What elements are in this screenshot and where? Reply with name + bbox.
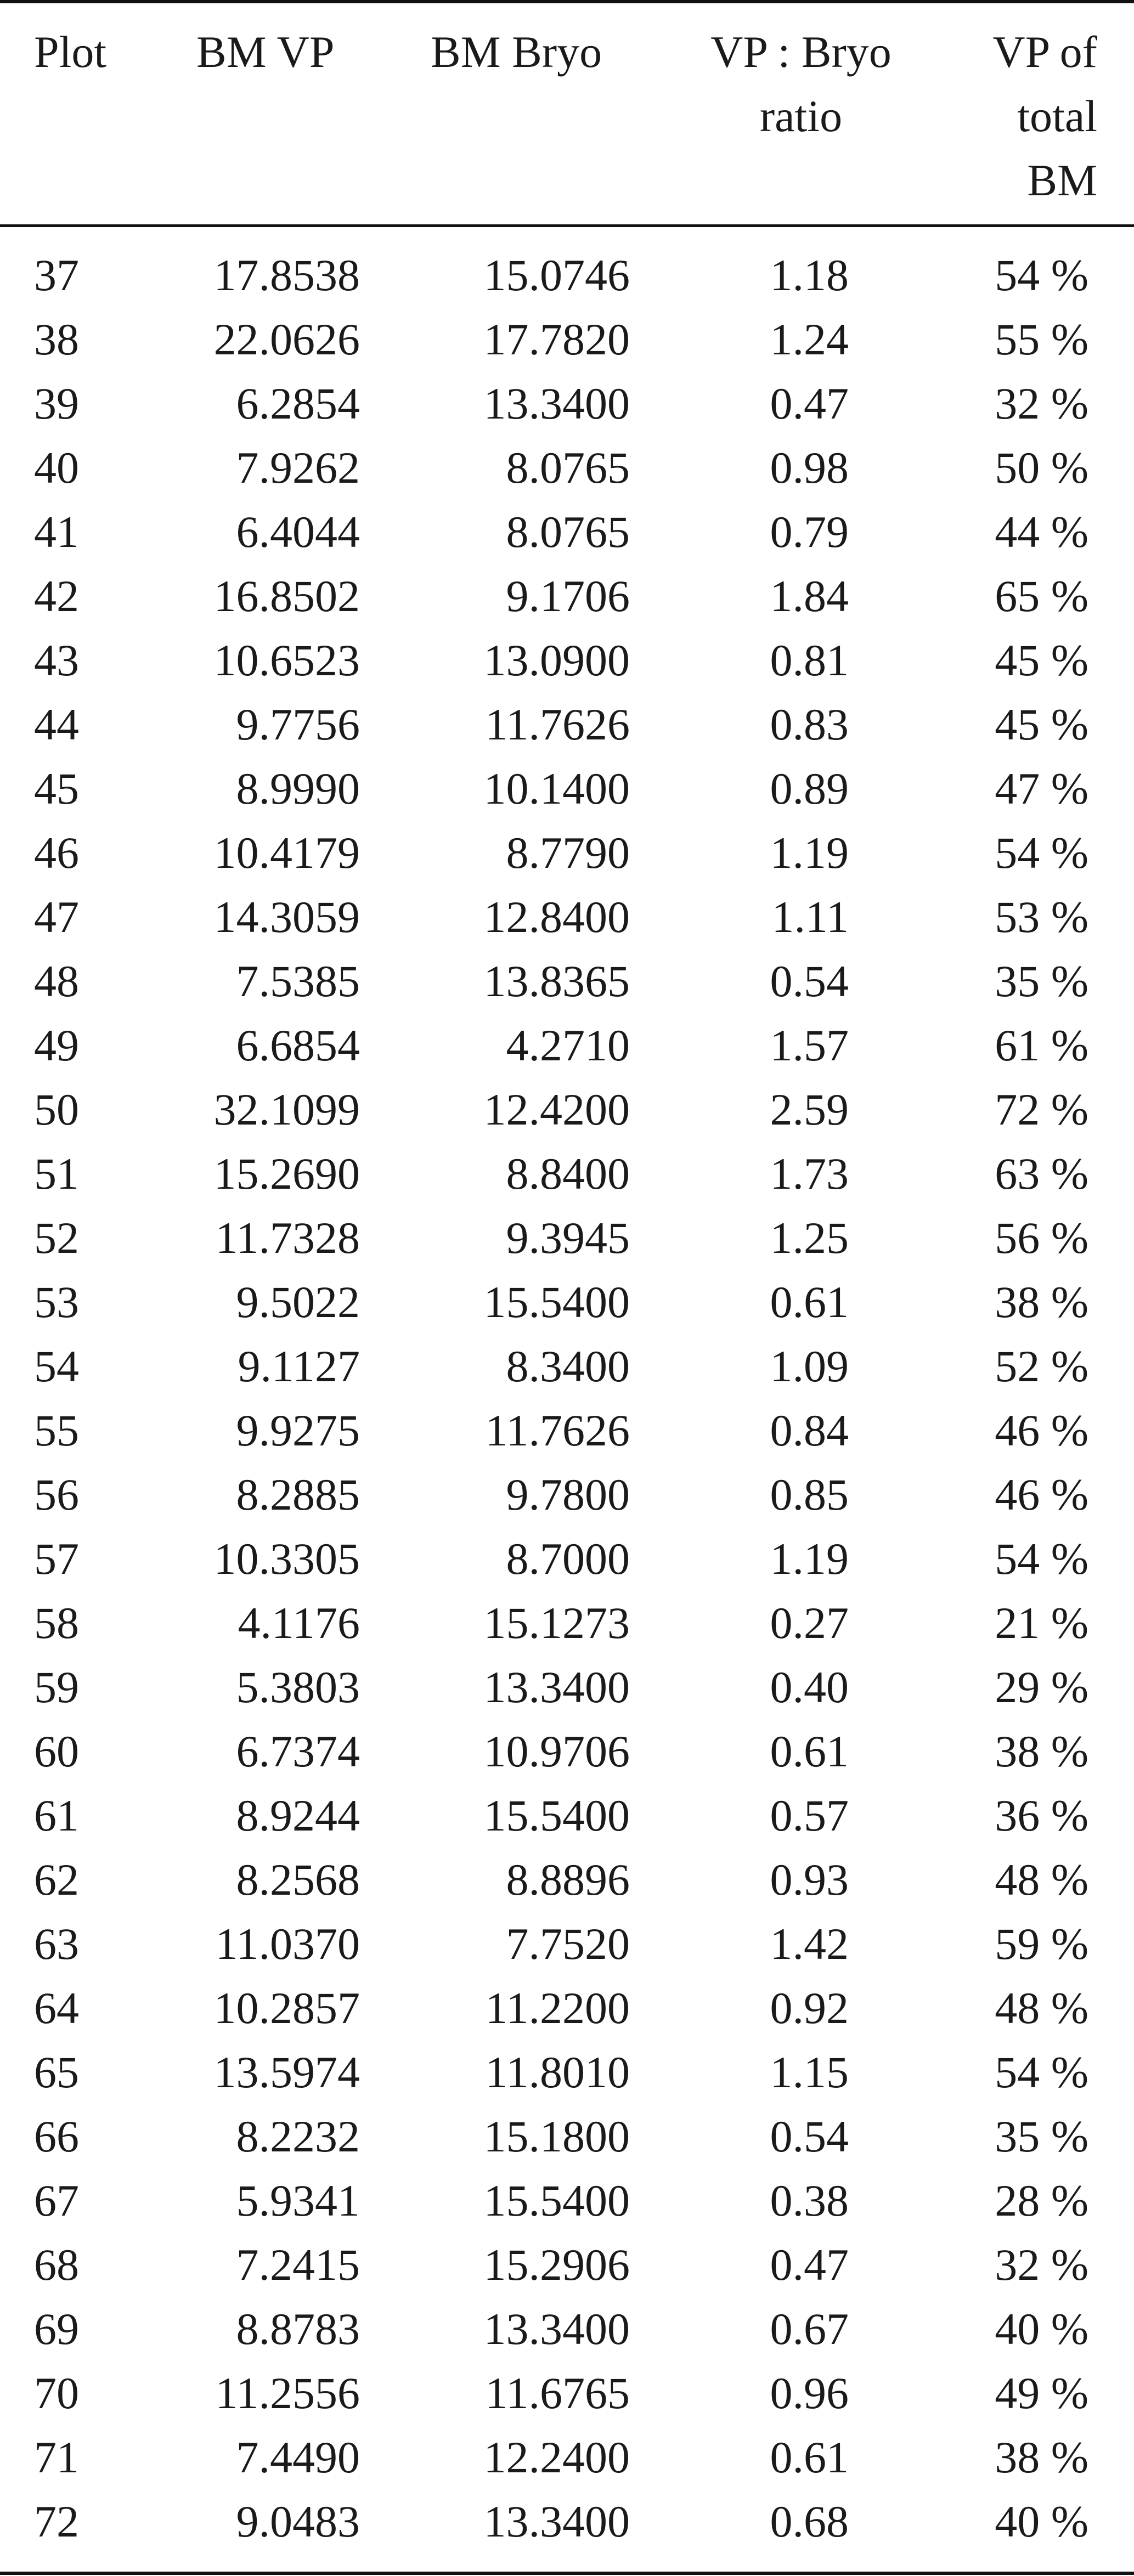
cell-plot: 62 [34, 1855, 79, 1905]
cell-vp-bryo-ratio: 0.61 [770, 1277, 849, 1327]
cell-plot: 54 [34, 1341, 79, 1391]
cell-vp-bryo-ratio: 1.84 [770, 571, 849, 621]
cell-vp-bryo-ratio: 0.67 [770, 2304, 849, 2354]
cell-vp-of-total-bm: 38 % [995, 1277, 1088, 1327]
table-row [0, 564, 1134, 628]
table-bottom-rule [0, 2572, 1134, 2575]
cell-vp-of-total-bm: 72 % [995, 1084, 1088, 1134]
cell-vp-of-total-bm: 46 % [995, 1470, 1088, 1519]
cell-vp-of-total-bm: 35 % [995, 2111, 1088, 2161]
table-row [0, 1142, 1134, 1206]
cell-bm-bryo: 10.1400 [483, 764, 630, 814]
cell-vp-bryo-ratio: 0.84 [770, 1405, 849, 1455]
cell-vp-of-total-bm: 40 % [995, 2304, 1088, 2354]
cell-vp-of-total-bm: 47 % [995, 764, 1088, 814]
cell-plot: 47 [34, 892, 79, 942]
table-row [0, 371, 1134, 436]
cell-vp-of-total-bm: 63 % [995, 1149, 1088, 1199]
cell-bm-bryo: 15.5400 [483, 1790, 630, 1840]
cell-bm-vp: 4.1176 [238, 1598, 360, 1648]
cell-vp-of-total-bm: 21 % [995, 1598, 1088, 1648]
cell-vp-of-total-bm: 54 % [995, 828, 1088, 878]
cell-bm-bryo: 7.7520 [506, 1919, 630, 1969]
cell-vp-of-total-bm: 45 % [995, 699, 1088, 749]
table-row [0, 2233, 1134, 2297]
cell-bm-vp: 8.8783 [236, 2304, 360, 2354]
cell-bm-bryo: 15.1800 [483, 2111, 630, 2161]
cell-bm-bryo: 11.7626 [485, 699, 630, 749]
cell-bm-vp: 32.1099 [213, 1084, 360, 1134]
cell-bm-vp: 8.2568 [236, 1855, 360, 1905]
cell-vp-bryo-ratio: 0.68 [770, 2496, 849, 2546]
cell-plot: 65 [34, 2047, 79, 2097]
cell-bm-vp: 9.0483 [236, 2496, 360, 2546]
cell-bm-bryo: 15.0746 [483, 250, 630, 300]
cell-vp-bryo-ratio: 1.25 [770, 1213, 849, 1263]
cell-plot: 45 [34, 764, 79, 814]
cell-vp-of-total-bm: 29 % [995, 1662, 1088, 1712]
header-bm-bryo-label: BM Bryo [431, 27, 602, 77]
cell-vp-of-total-bm: 54 % [995, 250, 1088, 300]
cell-plot: 46 [34, 828, 79, 878]
cell-bm-bryo: 11.7626 [485, 1405, 630, 1455]
cell-plot: 71 [34, 2432, 79, 2482]
cell-plot: 66 [34, 2111, 79, 2161]
cell-plot: 63 [34, 1919, 79, 1969]
cell-bm-bryo: 15.2906 [483, 2240, 630, 2290]
cell-bm-vp: 6.7374 [236, 1726, 360, 1776]
header-plot-label: Plot [34, 27, 107, 77]
cell-plot: 38 [34, 314, 79, 364]
cell-bm-bryo: 13.3400 [483, 2304, 630, 2354]
table-row [0, 628, 1134, 692]
header-vp-bryo-ratio [686, 20, 916, 148]
cell-bm-vp: 7.2415 [236, 2240, 360, 2290]
cell-bm-vp: 13.5974 [213, 2047, 360, 2097]
cell-bm-vp: 7.5385 [236, 956, 360, 1006]
table-row [0, 1013, 1134, 1077]
cell-vp-bryo-ratio: 0.47 [770, 2240, 849, 2290]
cell-plot: 55 [34, 1405, 79, 1455]
cell-plot: 41 [34, 507, 79, 557]
table-row [0, 2040, 1134, 2104]
cell-bm-bryo: 15.1273 [483, 1598, 630, 1648]
cell-vp-of-total-bm: 49 % [995, 2368, 1088, 2418]
header-pct-line1: VP of [992, 27, 1097, 77]
cell-bm-vp: 6.6854 [236, 1020, 360, 1070]
header-pct-line2: total [1017, 91, 1097, 141]
cell-plot: 70 [34, 2368, 79, 2418]
table-row [0, 1719, 1134, 1783]
cell-plot: 43 [34, 635, 79, 685]
cell-bm-bryo: 17.7820 [483, 314, 630, 364]
cell-vp-bryo-ratio: 0.85 [770, 1470, 849, 1519]
cell-bm-vp: 9.5022 [236, 1277, 360, 1327]
cell-bm-vp: 11.2556 [215, 2368, 360, 2418]
cell-bm-vp: 8.9990 [236, 764, 360, 814]
cell-vp-bryo-ratio: 0.57 [770, 1790, 849, 1840]
cell-bm-vp: 7.4490 [236, 2432, 360, 2482]
table-body [0, 243, 1134, 2554]
table-row [0, 1527, 1134, 1591]
cell-bm-vp: 8.2232 [236, 2111, 360, 2161]
cell-vp-bryo-ratio: 1.11 [771, 892, 849, 942]
cell-plot: 69 [34, 2304, 79, 2354]
cell-vp-bryo-ratio: 0.54 [770, 956, 849, 1006]
cell-plot: 56 [34, 1470, 79, 1519]
table-row [0, 756, 1134, 821]
cell-bm-bryo: 8.0765 [506, 443, 630, 493]
cell-bm-bryo: 9.7800 [506, 1470, 630, 1519]
cell-vp-of-total-bm: 53 % [995, 892, 1088, 942]
cell-vp-of-total-bm: 48 % [995, 1983, 1088, 2033]
cell-vp-of-total-bm: 48 % [995, 1855, 1088, 1905]
cell-plot: 57 [34, 1534, 79, 1584]
cell-vp-of-total-bm: 56 % [995, 1213, 1088, 1263]
table-row [0, 1976, 1134, 2040]
cell-vp-of-total-bm: 38 % [995, 1726, 1088, 1776]
table-row [0, 1462, 1134, 1527]
table-row [0, 500, 1134, 564]
cell-vp-of-total-bm: 46 % [995, 1405, 1088, 1455]
cell-bm-vp: 6.2854 [236, 379, 360, 428]
table-row [0, 885, 1134, 949]
header-plot [34, 20, 106, 84]
table-row [0, 307, 1134, 371]
cell-bm-bryo: 12.8400 [483, 892, 630, 942]
cell-bm-vp: 22.0626 [213, 314, 360, 364]
cell-bm-vp: 11.0370 [215, 1919, 360, 1969]
cell-vp-bryo-ratio: 0.61 [770, 1726, 849, 1776]
table-row [0, 1270, 1134, 1334]
table-row [0, 436, 1134, 500]
cell-bm-vp: 14.3059 [213, 892, 360, 942]
cell-plot: 49 [34, 1020, 79, 1070]
cell-bm-vp: 11.7328 [215, 1213, 360, 1263]
table-row [0, 2489, 1134, 2554]
table-row [0, 1077, 1134, 1142]
table-row [0, 949, 1134, 1013]
cell-plot: 72 [34, 2496, 79, 2546]
cell-bm-vp: 8.9244 [236, 1790, 360, 1840]
table-row [0, 2361, 1134, 2425]
cell-bm-vp: 16.8502 [213, 571, 360, 621]
cell-bm-bryo: 4.2710 [506, 1020, 630, 1070]
cell-plot: 59 [34, 1662, 79, 1712]
cell-vp-of-total-bm: 35 % [995, 956, 1088, 1006]
table-row [0, 1398, 1134, 1462]
cell-bm-vp: 9.7756 [236, 699, 360, 749]
cell-bm-vp: 8.2885 [236, 1470, 360, 1519]
table-row [0, 1655, 1134, 1719]
cell-vp-bryo-ratio: 1.73 [770, 1149, 849, 1199]
cell-vp-bryo-ratio: 1.18 [770, 250, 849, 300]
table-row [0, 2297, 1134, 2361]
cell-vp-bryo-ratio: 0.38 [770, 2176, 849, 2225]
cell-bm-vp: 15.2690 [213, 1149, 360, 1199]
cell-bm-bryo: 13.0900 [483, 635, 630, 685]
header-ratio-line2: ratio [759, 91, 843, 141]
cell-vp-bryo-ratio: 0.54 [770, 2111, 849, 2161]
cell-vp-bryo-ratio: 0.27 [770, 1598, 849, 1648]
header-bm-vp-label: BM VP [196, 27, 335, 77]
table-row [0, 1591, 1134, 1655]
header-bm-bryo [431, 20, 639, 84]
table-row [0, 821, 1134, 885]
header-ratio-line1: VP : Bryo [710, 27, 892, 77]
cell-bm-bryo: 15.5400 [483, 1277, 630, 1327]
cell-bm-vp: 7.9262 [236, 443, 360, 493]
header-vp-of-total-bm [966, 20, 1097, 212]
cell-plot: 58 [34, 1598, 79, 1648]
cell-vp-bryo-ratio: 0.81 [770, 635, 849, 685]
table-row [0, 1783, 1134, 1848]
cell-vp-bryo-ratio: 1.19 [770, 828, 849, 878]
cell-bm-bryo: 15.5400 [483, 2176, 630, 2225]
cell-vp-bryo-ratio: 0.98 [770, 443, 849, 493]
table-header-rule [0, 224, 1134, 227]
cell-bm-bryo: 13.3400 [483, 1662, 630, 1712]
cell-vp-of-total-bm: 45 % [995, 635, 1088, 685]
cell-bm-bryo: 8.8400 [506, 1149, 630, 1199]
cell-vp-of-total-bm: 28 % [995, 2176, 1088, 2225]
cell-bm-bryo: 9.1706 [506, 571, 630, 621]
cell-vp-bryo-ratio: 2.59 [770, 1084, 849, 1134]
cell-bm-vp: 5.3803 [236, 1662, 360, 1712]
table-row [0, 692, 1134, 756]
table-row [0, 243, 1134, 307]
cell-vp-of-total-bm: 61 % [995, 1020, 1088, 1070]
table-header [0, 0, 1134, 224]
cell-vp-of-total-bm: 50 % [995, 443, 1088, 493]
cell-vp-bryo-ratio: 0.93 [770, 1855, 849, 1905]
cell-plot: 68 [34, 2240, 79, 2290]
cell-bm-bryo: 8.7000 [506, 1534, 630, 1584]
cell-plot: 48 [34, 956, 79, 1006]
cell-vp-of-total-bm: 40 % [995, 2496, 1088, 2546]
cell-bm-bryo: 11.2200 [485, 1983, 630, 2033]
table-row [0, 1848, 1134, 1912]
cell-vp-of-total-bm: 54 % [995, 1534, 1088, 1584]
cell-plot: 50 [34, 1084, 79, 1134]
cell-vp-of-total-bm: 65 % [995, 571, 1088, 621]
table-row [0, 2168, 1134, 2233]
cell-plot: 61 [34, 1790, 79, 1840]
cell-vp-bryo-ratio: 0.83 [770, 699, 849, 749]
cell-bm-vp: 10.3305 [213, 1534, 360, 1584]
cell-vp-bryo-ratio: 1.19 [770, 1534, 849, 1584]
cell-bm-bryo: 13.3400 [483, 379, 630, 428]
cell-vp-bryo-ratio: 0.92 [770, 1983, 849, 2033]
cell-vp-of-total-bm: 32 % [995, 2240, 1088, 2290]
cell-vp-of-total-bm: 52 % [995, 1341, 1088, 1391]
table-row [0, 1912, 1134, 1976]
cell-bm-bryo: 11.6765 [485, 2368, 630, 2418]
cell-vp-bryo-ratio: 0.89 [770, 764, 849, 814]
cell-bm-vp: 17.8538 [213, 250, 360, 300]
cell-plot: 64 [34, 1983, 79, 2033]
cell-bm-vp: 5.9341 [236, 2176, 360, 2225]
cell-bm-vp: 10.2857 [213, 1983, 360, 2033]
cell-bm-bryo: 8.8896 [506, 1855, 630, 1905]
cell-bm-vp: 10.4179 [213, 828, 360, 878]
cell-plot: 37 [34, 250, 79, 300]
header-bm-vp [196, 20, 361, 84]
table-row [0, 1334, 1134, 1398]
cell-vp-of-total-bm: 55 % [995, 314, 1088, 364]
cell-bm-bryo: 8.7790 [506, 828, 630, 878]
cell-vp-of-total-bm: 59 % [995, 1919, 1088, 1969]
cell-vp-bryo-ratio: 1.15 [770, 2047, 849, 2097]
cell-plot: 60 [34, 1726, 79, 1776]
header-pct-line3: BM [1027, 155, 1097, 205]
cell-vp-of-total-bm: 38 % [995, 2432, 1088, 2482]
cell-plot: 51 [34, 1149, 79, 1199]
cell-vp-of-total-bm: 54 % [995, 2047, 1088, 2097]
table-row [0, 2104, 1134, 2168]
cell-vp-bryo-ratio: 0.61 [770, 2432, 849, 2482]
cell-bm-bryo: 13.3400 [483, 2496, 630, 2546]
cell-vp-bryo-ratio: 0.96 [770, 2368, 849, 2418]
cell-bm-bryo: 11.8010 [485, 2047, 630, 2097]
cell-vp-bryo-ratio: 1.42 [770, 1919, 849, 1969]
cell-plot: 52 [34, 1213, 79, 1263]
cell-bm-bryo: 9.3945 [506, 1213, 630, 1263]
cell-plot: 67 [34, 2176, 79, 2225]
cell-vp-of-total-bm: 36 % [995, 1790, 1088, 1840]
cell-vp-bryo-ratio: 0.47 [770, 379, 849, 428]
cell-bm-vp: 10.6523 [213, 635, 360, 685]
cell-plot: 44 [34, 699, 79, 749]
cell-bm-bryo: 12.2400 [483, 2432, 630, 2482]
cell-bm-bryo: 13.8365 [483, 956, 630, 1006]
cell-bm-vp: 9.1127 [238, 1341, 360, 1391]
table-row [0, 2425, 1134, 2489]
cell-bm-bryo: 10.9706 [483, 1726, 630, 1776]
cell-vp-of-total-bm: 32 % [995, 379, 1088, 428]
table-row [0, 1206, 1134, 1270]
cell-plot: 40 [34, 443, 79, 493]
cell-vp-bryo-ratio: 1.57 [770, 1020, 849, 1070]
cell-vp-bryo-ratio: 0.40 [770, 1662, 849, 1712]
cell-vp-bryo-ratio: 1.24 [770, 314, 849, 364]
cell-vp-bryo-ratio: 0.79 [770, 507, 849, 557]
cell-plot: 42 [34, 571, 79, 621]
cell-bm-vp: 6.4044 [236, 507, 360, 557]
cell-vp-bryo-ratio: 1.09 [770, 1341, 849, 1391]
cell-bm-vp: 9.9275 [236, 1405, 360, 1455]
cell-bm-bryo: 12.4200 [483, 1084, 630, 1134]
cell-plot: 39 [34, 379, 79, 428]
cell-vp-of-total-bm: 44 % [995, 507, 1088, 557]
cell-bm-bryo: 8.3400 [506, 1341, 630, 1391]
cell-plot: 53 [34, 1277, 79, 1327]
cell-bm-bryo: 8.0765 [506, 507, 630, 557]
